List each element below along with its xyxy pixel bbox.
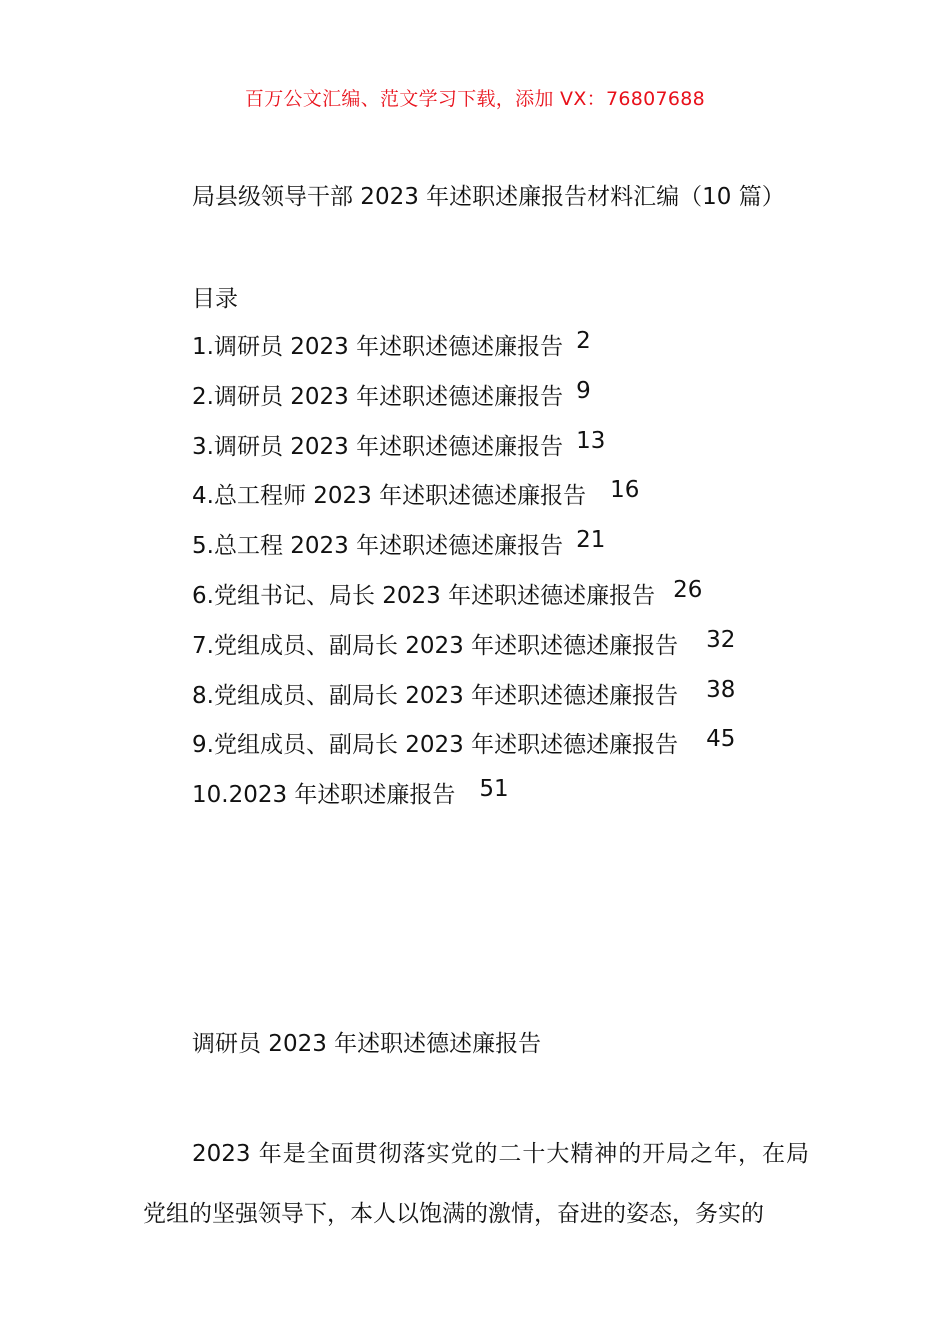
toc-item-page: 26 <box>673 576 703 603</box>
toc-item[interactable] <box>192 627 735 677</box>
table-of-contents <box>192 328 735 826</box>
toc-item[interactable] <box>192 378 735 428</box>
toc-item[interactable] <box>192 776 735 826</box>
toc-item[interactable] <box>192 527 735 577</box>
toc-item-label: 9.党组成员、副局长 2023 年述职述德述廉报告 <box>192 732 679 759</box>
toc-item-label: 2.调研员 2023 年述职述德述廉报告 <box>192 383 564 410</box>
toc-item-page: 13 <box>576 427 606 454</box>
toc-item[interactable] <box>192 726 735 776</box>
header-banner: 百万公文汇编、范文学习下载，添加 VX：76807688 <box>244 88 706 110</box>
toc-item-label: 3.调研员 2023 年述职述德述廉报告 <box>192 433 564 460</box>
toc-item-label: 7.党组成员、副局长 2023 年述职述德述廉报告 <box>192 632 679 659</box>
toc-item[interactable] <box>192 428 735 478</box>
toc-item-page: 16 <box>610 477 640 504</box>
toc-item[interactable] <box>192 328 735 378</box>
toc-heading: 目录 <box>192 286 238 312</box>
toc-item-label: 4.总工程师 2023 年述职述德述廉报告 <box>192 483 587 510</box>
toc-item-label: 1.调研员 2023 年述职述德述廉报告 <box>192 334 564 360</box>
toc-item-page: 21 <box>576 527 606 554</box>
toc-item-page: 38 <box>706 676 736 703</box>
toc-item-label: 6.党组书记、局长 2023 年述职述德述廉报告 <box>192 582 656 609</box>
section-title: 调研员 2023 年述职述德述廉报告 <box>192 1031 542 1057</box>
document-title: 局县级领导干部 2023 年述职述廉报告材料汇编（10 篇） <box>192 184 785 210</box>
toc-item[interactable] <box>192 477 735 527</box>
toc-item-label: 10.2023 年述职述廉报告 <box>192 782 456 809</box>
toc-item-page: 2 <box>576 328 591 354</box>
toc-item-label: 8.党组成员、副局长 2023 年述职述德述廉报告 <box>192 682 679 709</box>
toc-item[interactable] <box>192 677 735 727</box>
toc-item-page: 32 <box>706 626 736 653</box>
toc-item-page: 45 <box>706 726 736 753</box>
body-paragraph: 2023 年是全面贯彻落实党的二十大精神的开局之年，在局党组的坚强领导下，本人以饱满的激情，奋进的姿态，务实的 <box>143 1141 809 1227</box>
toc-item-label: 5.总工程 2023 年述职述德述廉报告 <box>192 533 564 560</box>
toc-item-page: 9 <box>576 377 591 404</box>
toc-item-page: 51 <box>479 776 509 803</box>
toc-item[interactable] <box>192 577 735 627</box>
